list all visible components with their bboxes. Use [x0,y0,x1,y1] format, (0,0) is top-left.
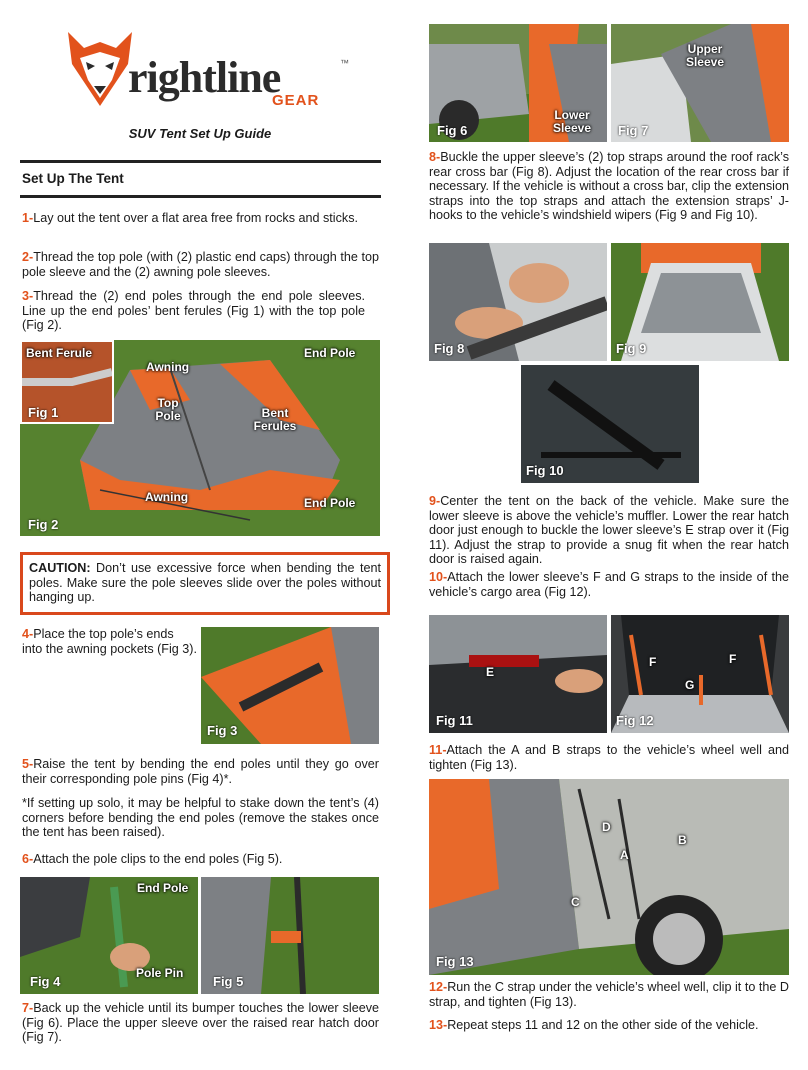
step-8: 8-Buckle the upper sleeve’s (2) top straps around the roof rack’s rear cross bar (Fig 8). Adjust the location of the rear cross bar if necessary. If the vehicle is without a cross bar, clip the extension straps into the top straps and attach the extension straps’ J-hooks to the vehicle’s windshield wipers (Fig 9 and Fig 10). [429,150,789,222]
callout-end-pole-top: End Pole [304,346,356,360]
figure-9-photo [611,243,789,361]
figure-4-label: Fig 4 [30,974,61,989]
figure-8-photo [429,243,607,361]
figure-12-photo [611,615,789,733]
step-4: 4-Place the top pole’s ends into the awning pockets (Fig 3). [22,627,198,656]
callout-end-pole-fig4: End Pole [137,881,189,895]
step-2: 2-Thread the top pole (with (2) plastic end caps) through the top pole sleeve and the (2) awning pole sleeves. [22,250,379,279]
callout-f-left: F [649,655,657,669]
trademark-mark: ™ [340,58,349,68]
step-12: 12-Run the C strap under the vehicle’s wheel well, clip it to the D strap, and tighten (Fig 13). [429,980,789,1009]
brand-sub: GEAR [272,92,320,109]
callout-g: G [685,678,695,692]
callout-f-right: F [729,652,737,666]
figure-10-photo [521,365,699,483]
figure-1-label: Fig 1 [28,405,59,420]
figure-6-photo [429,24,607,142]
callout-c: C [571,895,580,909]
step-1: 1-Lay out the tent over a flat area free from rocks and sticks. [22,211,358,225]
callout-lower-sleeve: Lower Sleeve [552,108,592,135]
figure-5-label: Fig 5 [213,974,244,989]
callout-a: A [620,848,629,862]
solo-note: *If setting up solo, it may be helpful to stake down the tent’s (4) corners before bending the end poles (remove the stakes once the tent has been raised). [22,796,379,839]
callout-bent-ferule: Bent Ferule [26,346,93,360]
figure-12-label: Fig 12 [616,713,654,728]
wolf-logo-icon [62,26,138,108]
divider [20,195,381,198]
figure-5-photo [201,877,379,994]
step-11: 11-Attach the A and B straps to the vehicle’s wheel well and tighten (Fig 13). [429,743,789,772]
figure-7-photo [611,24,789,142]
callout-top-pole: Top Pole [155,396,181,423]
figure-10-label: Fig 10 [526,463,564,478]
step-13: 13-Repeat steps 11 and 12 on the other side of the vehicle. [429,1018,759,1032]
figure-4-photo [20,877,198,994]
figure-11-photo [429,615,607,733]
callout-pole-pin: Pole Pin [136,966,184,980]
figure-6-label: Fig 6 [437,123,468,138]
step-5: 5-Raise the tent by bending the end poles until they go over their corresponding pole pins (Fig 4)*. [22,757,379,786]
figure-2-photo [20,340,380,536]
callout-d: D [602,820,611,834]
figure-2-label: Fig 2 [28,517,59,532]
figure-8-label: Fig 8 [434,341,465,356]
callout-e: E [486,665,495,679]
callout-awning-bottom: Awning [145,490,189,504]
divider [20,160,381,163]
figure-11-label: Fig 11 [436,713,473,728]
callout-end-pole-bottom: End Pole [304,496,356,510]
figure-3-label: Fig 3 [207,723,238,738]
figure-7-label: Fig 7 [618,123,649,138]
callout-awning-top: Awning [146,360,190,374]
figure-13-label: Fig 13 [436,954,474,969]
step-3: 3-Thread the (2) end poles through the end pole sleeves. Line up the end poles’ bent ferules (Fig 1) with the top pole (Fig 2). [22,289,365,332]
callout-bent-ferules: Bent Ferules [253,406,297,433]
step-6: 6-Attach the pole clips to the end poles (Fig 5). [22,852,283,866]
figure-3-photo [201,627,379,744]
callout-upper-sleeve: Upper Sleeve [685,42,725,69]
caution-box: CAUTION: Don’t use excessive force when bending the tent poles. Make sure the pole sleeves slide over the poles without hanging up. [20,552,390,615]
figure-9-label: Fig 9 [616,341,647,356]
step-7: 7-Back up the vehicle until its bumper touches the lower sleeve (Fig 6). Place the upper sleeve over the raised rear hatch door (Fig 7). [22,1001,379,1044]
callout-b: B [678,833,687,847]
step-9: 9-Center the tent on the back of the vehicle. Make sure the lower sleeve is above the vehicle’s muffler. Lower the rear hatch door just enough to buckle the lower sleeve’s E strap over it (Fig 11). Adjust the strap to provide a snug fit when the rear hatch door is raised again. [429,494,789,566]
brand-name: rightline [128,53,281,102]
step-10: 10-Attach the lower sleeve’s F and G straps to the inside of the vehicle’s cargo area (Fig 12). [429,570,789,599]
section-title: Set Up The Tent [22,171,124,186]
guide-title: SUV Tent Set Up Guide [128,126,272,141]
figure-13-photo [429,779,789,975]
